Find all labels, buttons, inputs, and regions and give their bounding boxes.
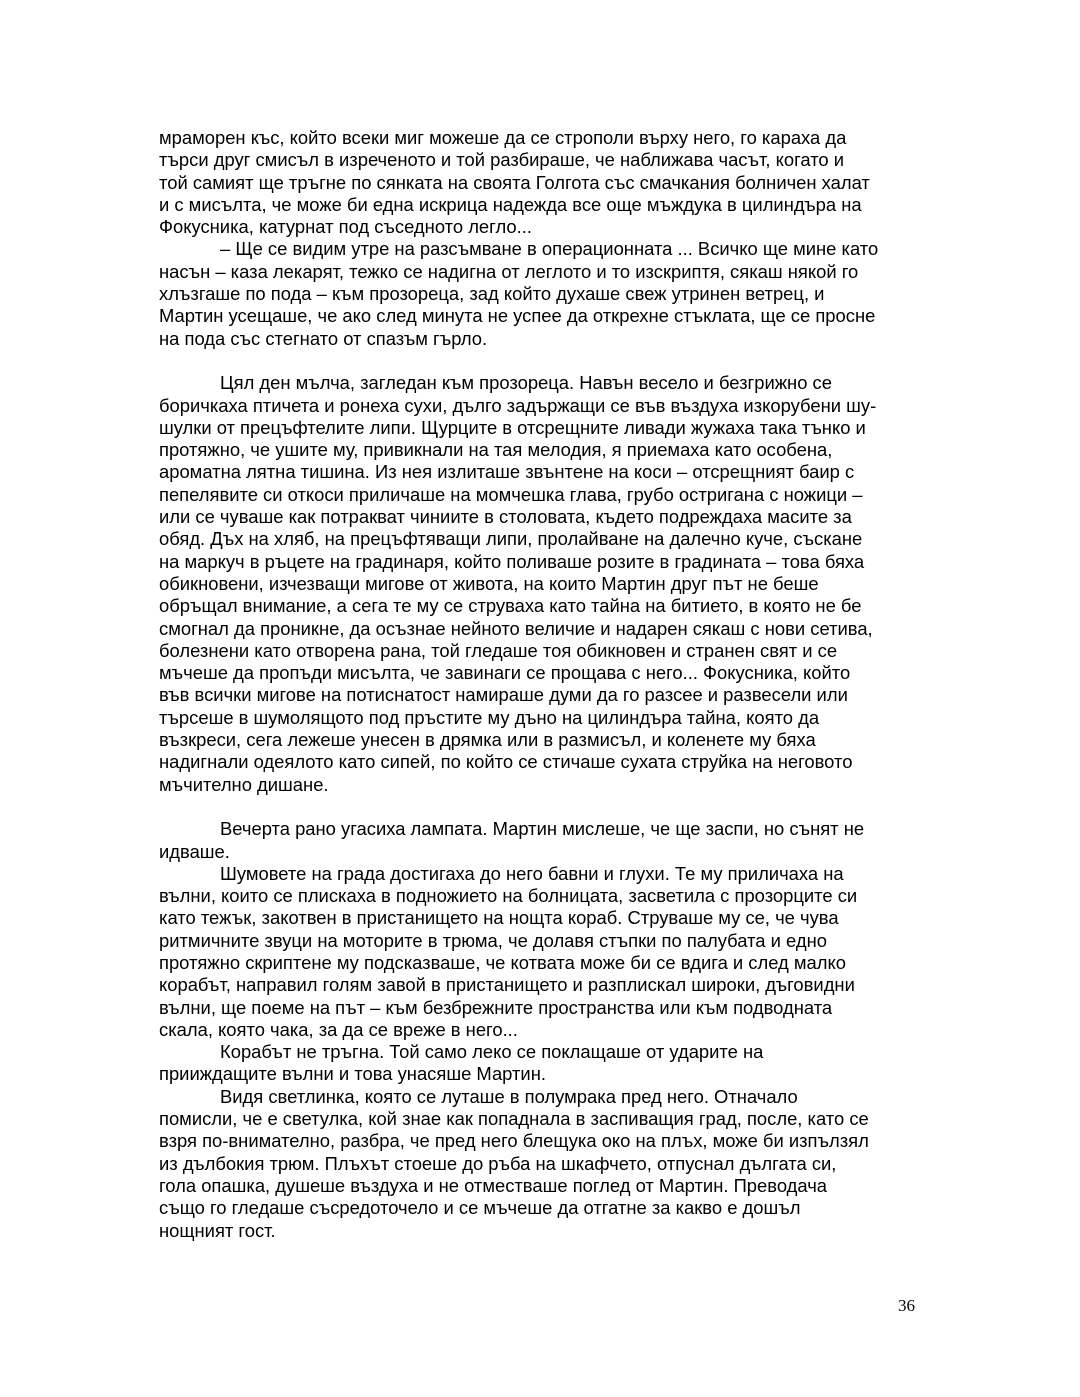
text-line: възкреси, сега лежеше унесен в дрямка или в размисъл, и коленете му бяха [159, 729, 816, 751]
text-line: Фокусника, катурнат под съседното легло... [159, 216, 532, 238]
text-line: корабът, направил голям завой в пристанището и разплискал широки, дъговидни [159, 974, 855, 996]
text-line: и с мисълта, че може би една искрица надежда все още мъждука в цилиндъра на [159, 193, 862, 215]
text-line: болезнени като отворена рана, той гледаше тоя обикновен и странен свят и се [159, 639, 838, 661]
text-line: търси друг смисъл в изреченото и той разбираше, че наближава часът, когато и [159, 149, 845, 171]
text-line: смогнал да проникне, да осъзнае нейното величие и надарен сякаш с нови сетива, [159, 617, 873, 639]
paragraph-start: Вечерта рано угасиха лампата. Мартин мислеше, че ще заспи, но сънят не [220, 818, 865, 840]
text-line: шулки от прецъфтелите липи. Щурците в отсрещните ливади жужаха така тънко и [159, 416, 866, 438]
text-line: мъчително дишане. [159, 773, 329, 795]
text-line: вълни, които се плискаха в подножието на болницата, засветила с прозорците си [159, 885, 858, 907]
text-line: протяжно скриптене му подсказваше, че котвата може би се вдига и след малко [159, 951, 846, 973]
text-line: търсеше в шумолящото под пръстите му дъно на цилиндъра тайна, която да [159, 706, 820, 728]
text-line: пепелявите си откоси приличаше на момчешка глава, грубо остригана с ножици – [159, 483, 863, 505]
text-line: вълни, ще поеме на път – към безбрежните пространства или към подводната [159, 996, 833, 1018]
text-line: или се чуваше как потракват чиниите в столовата, където подреждаха масите за [159, 506, 852, 528]
text-line: взря по-внимателно, разбра, че пред него блещука око на плъх, може би изпълзял [159, 1130, 869, 1152]
text-line: мъчеше да пропъди мисълта, че завинаги се прощава с него... Фокусника, който [159, 662, 851, 684]
text-line: хлъзгаше по пода – към прозореца, зад който духаше свеж утринен ветрец, и [159, 283, 825, 305]
text-line: той самият ще тръгне по сянката на своята Голгота със смачкания болничен халат [159, 171, 870, 193]
text-line: ароматна лятна тишина. Из нея излиташе звънтене на коси – отсрещният баир с [159, 461, 855, 483]
text-line: ритмичните звуци на моторите в трюма, че долавя стъпки по палубата и едно [159, 929, 827, 951]
paragraph-start: Корабът не тръгна. Той само леко се поклащаше от ударите на [220, 1041, 764, 1063]
page-number: 36 [898, 1296, 915, 1315]
text-line: протяжно, че ушите му, привикнали на тая мелодия, я приемаха като особена, [159, 439, 833, 461]
body-text [159, 127, 929, 1242]
text-line: във всички мигове на потиснатост намираше думи да го разсее и развесели или [159, 684, 848, 706]
text-line: прииждащите вълни и това унасяше Мартин. [159, 1063, 546, 1085]
text-line: надигнали одеялото като сипей, по който се стичаше сухата струйка на неговото [159, 751, 853, 773]
text-line: обикновени, изчезващи мигове от живота, на които Мартин друг път не беше [159, 572, 819, 594]
text-line: обяд. Дъх на хляб, на прецъфтяващи липи, пролайване на далечно куче, съскане [159, 528, 863, 550]
paragraph-start: Цял ден мълча, загледан към прозореца. Навън весело и безгрижно се [220, 372, 832, 394]
text-line: на маркуч в ръцете на градинаря, който поливаше розите в градината – това бяха [159, 550, 865, 572]
text-line: на пода със стегнато от спазъм гърло. [159, 327, 488, 349]
text-line: като тежък, закотвен в пристанището на нощта кораб. Струваше му се, че чува [159, 907, 839, 929]
text-line: идваше. [159, 840, 230, 862]
text-line: гола опашка, душеше въздуха и не отместваше поглед от Мартин. Преводача [159, 1174, 828, 1196]
text-line: нощният гост. [159, 1219, 276, 1241]
text-line: из дълбокия трюм. Плъхът стоеше до ръба на шкафчето, отпуснал дългата си, [159, 1152, 837, 1174]
text-line: също го гледаше съсредоточело и се мъчеше да отгатне за какво е дошъл [159, 1197, 801, 1219]
paragraph-start: Шумовете на града достигаха до него бавни и глухи. Те му приличаха на [220, 862, 844, 884]
text-line: помисли, че е светулка, кой знае как попаднала в заспиващия град, после, като се [159, 1108, 869, 1130]
paragraph-start: – Ще се видим утре на разсъмване в операционната ... Всичко ще мине като [220, 238, 879, 260]
text-line: насън – каза лекарят, тежко се надигна от леглото и то изскриптя, сякаш някой го [159, 260, 859, 282]
paragraph-gap [159, 350, 929, 372]
paragraph-start: Видя светлинка, която се луташе в полумрака пред него. Отначало [220, 1085, 798, 1107]
text-line: мраморен къс, който всеки миг можеше да се строполи върху него, го караха да [159, 127, 847, 148]
paragraph-gap [159, 796, 929, 818]
text-line: Мартин усещаше, че ако след минута не успее да открехне стъклата, ще се просне [159, 305, 876, 327]
text-line: скала, която чака, за да се вреже в него... [159, 1018, 518, 1040]
text-line: боричкаха птичета и ронеха сухи, дълго задържащи се във въздуха изкорубени шу- [159, 394, 877, 416]
text-line: обръщал внимание, а сега те му се струваха като тайна на битието, в която не бе [159, 595, 862, 617]
